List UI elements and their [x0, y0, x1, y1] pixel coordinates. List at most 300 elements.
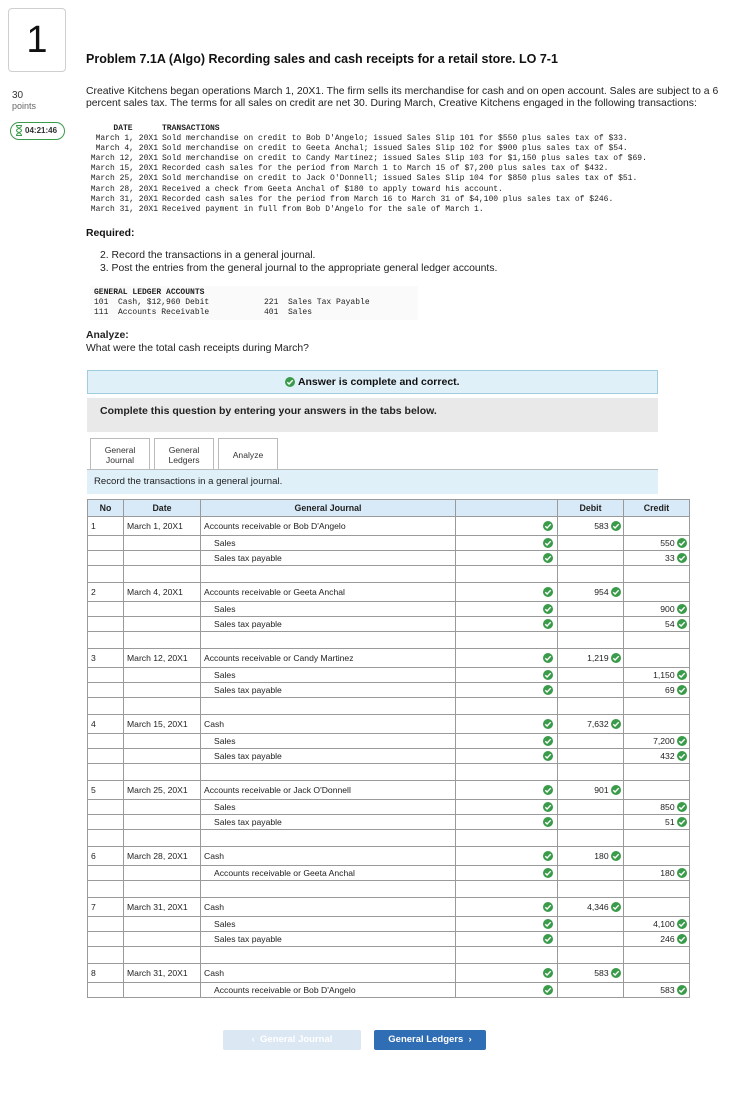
- check-icon: [611, 719, 621, 729]
- journal-account[interactable]: Accounts receivable or Geeta Anchal: [201, 866, 456, 881]
- transaction-date: March 28, 20X1: [90, 184, 158, 194]
- transaction-desc: Sold merchandise on credit to Candy Martinez; issued Sales Slip 103 for $1,150 plus sales tax of $69.: [162, 154, 647, 164]
- debit-cell[interactable]: [558, 866, 624, 881]
- status-cell: [456, 715, 558, 734]
- debit-cell[interactable]: [558, 815, 624, 830]
- journal-account[interactable]: Sales: [201, 536, 456, 551]
- blank-cell[interactable]: [624, 947, 690, 964]
- col-header-journal: General Journal: [201, 500, 456, 517]
- entry-date: March 25, 20X1: [124, 781, 201, 800]
- journal-row: [88, 781, 690, 800]
- entry-number: 1: [88, 517, 124, 536]
- credit-cell[interactable]: [624, 964, 690, 983]
- blank-cell: [124, 632, 201, 649]
- tab-general-journal[interactable]: [90, 438, 150, 471]
- journal-row: [88, 815, 690, 830]
- blank-cell: [88, 698, 124, 715]
- journal-row: [88, 749, 690, 764]
- ledger-account: 401 Sales: [264, 308, 313, 318]
- credit-value: 432: [660, 750, 675, 761]
- journal-account[interactable]: Accounts receivable or Bob D'Angelo: [201, 517, 456, 536]
- status-cell: [456, 734, 558, 749]
- entry-number: [88, 866, 124, 881]
- journal-account[interactable]: Cash: [201, 847, 456, 866]
- tab-label: General: [104, 445, 136, 455]
- status-cell: [456, 866, 558, 881]
- journal-account[interactable]: Sales: [201, 734, 456, 749]
- journal-row: [88, 964, 690, 983]
- journal-blank-row: [88, 881, 690, 898]
- analyze-heading: Analyze:: [86, 330, 129, 341]
- status-cell: [456, 517, 558, 536]
- entry-date: [124, 551, 201, 566]
- journal-account[interactable]: Accounts receivable or Geeta Anchal: [201, 583, 456, 602]
- check-icon: [543, 934, 553, 944]
- journal-account[interactable]: Sales tax payable: [201, 551, 456, 566]
- entry-number: 2: [88, 583, 124, 602]
- blank-cell[interactable]: [558, 566, 624, 583]
- debit-value: 1,219: [587, 652, 609, 663]
- answer-tabs: [90, 438, 282, 470]
- journal-blank-row: [88, 632, 690, 649]
- check-icon: [677, 802, 687, 812]
- check-icon: [543, 719, 553, 729]
- debit-cell[interactable]: [558, 649, 624, 668]
- check-icon: [543, 685, 553, 695]
- transaction-row: [84, 195, 647, 205]
- journal-blank-row: [88, 566, 690, 583]
- entry-date: [124, 536, 201, 551]
- status-cell: [456, 983, 558, 998]
- blank-cell[interactable]: [558, 698, 624, 715]
- transaction-desc: Recorded cash sales for the period from March 1 to March 15 of $7,200 plus sales tax of $432.: [162, 164, 609, 174]
- check-icon: [677, 817, 687, 827]
- blank-cell[interactable]: [624, 764, 690, 781]
- debit-cell[interactable]: [558, 602, 624, 617]
- required-item: 3. Post the entries from the general journal to the appropriate general ledger accounts.: [100, 262, 498, 274]
- problem-title: Problem 7.1A (Algo) Recording sales and cash receipts for a retail store. LO 7-1: [86, 52, 558, 66]
- status-cell: [456, 649, 558, 668]
- tab-label: Journal: [105, 455, 135, 465]
- status-cell: [456, 964, 558, 983]
- col-header-credit: Credit: [624, 500, 690, 517]
- journal-account[interactable]: Sales tax payable: [201, 749, 456, 764]
- check-icon: [543, 785, 553, 795]
- check-icon: [543, 802, 553, 812]
- transaction-desc: Received payment in full from Bob D'Angelo for the sale of March 1.: [162, 204, 484, 214]
- entry-number: [88, 800, 124, 815]
- entry-number: [88, 617, 124, 632]
- credit-value: 550: [660, 537, 675, 548]
- entry-date: [124, 668, 201, 683]
- blank-cell[interactable]: [558, 632, 624, 649]
- entry-date: [124, 917, 201, 932]
- debit-cell[interactable]: [558, 517, 624, 536]
- blank-cell: [456, 632, 558, 649]
- blank-cell: [456, 947, 558, 964]
- entry-number: [88, 536, 124, 551]
- credit-cell[interactable]: [624, 668, 690, 683]
- check-icon: [677, 670, 687, 680]
- journal-row: [88, 683, 690, 698]
- status-cell: [456, 800, 558, 815]
- check-icon: [543, 653, 553, 663]
- debit-value: 4,346: [587, 901, 609, 912]
- journal-account[interactable]: Accounts receivable or Bob D'Angelo: [201, 983, 456, 998]
- credit-cell[interactable]: [624, 683, 690, 698]
- check-icon: [543, 751, 553, 761]
- transaction-row: [84, 164, 647, 174]
- debit-cell[interactable]: [558, 715, 624, 734]
- check-icon: [543, 619, 553, 629]
- check-icon: [611, 968, 621, 978]
- entry-number: [88, 668, 124, 683]
- blank-cell[interactable]: [201, 764, 456, 781]
- problem-intro: Creative Kitchens began operations March 1, 20X1. The firm sells its merchandise for cash and on open account. Sales are subject to a 6 percent sales tax. The terms for all sales on credit are net 30. During March, Creative Kitchens engaged in the following transactions:: [86, 86, 719, 109]
- journal-account[interactable]: Sales tax payable: [201, 683, 456, 698]
- check-icon: [611, 587, 621, 597]
- entry-date: [124, 602, 201, 617]
- timer-badge[interactable]: [10, 122, 65, 140]
- blank-cell: [124, 881, 201, 898]
- debit-cell[interactable]: [558, 983, 624, 998]
- blank-cell[interactable]: [201, 698, 456, 715]
- journal-row: [88, 617, 690, 632]
- entry-date: March 15, 20X1: [124, 715, 201, 734]
- journal-row: [88, 649, 690, 668]
- check-icon: [677, 919, 687, 929]
- entry-date: March 1, 20X1: [124, 517, 201, 536]
- debit-cell[interactable]: [558, 964, 624, 983]
- journal-account[interactable]: Sales: [201, 917, 456, 932]
- check-icon: [543, 868, 553, 878]
- blank-cell[interactable]: [201, 947, 456, 964]
- journal-account[interactable]: Cash: [201, 715, 456, 734]
- credit-cell[interactable]: [624, 932, 690, 947]
- check-icon: [611, 902, 621, 912]
- record-instruction: Record the transactions in a general journal.: [87, 470, 658, 494]
- general-journal-table: [87, 499, 690, 998]
- tab-label: Ledgers: [168, 454, 200, 465]
- transaction-desc: Sold merchandise on credit to Jack O'Donnell; issued Sales Slip 104 for $850 plus sales tax of $51.: [162, 174, 638, 184]
- blank-cell[interactable]: [201, 881, 456, 898]
- credit-cell[interactable]: [624, 649, 690, 668]
- required-heading: Required:: [86, 228, 135, 239]
- credit-cell[interactable]: [624, 617, 690, 632]
- journal-row: [88, 932, 690, 947]
- credit-value: 1,150: [653, 669, 675, 680]
- credit-value: 246: [660, 933, 675, 944]
- blank-cell: [88, 566, 124, 583]
- entry-number: [88, 749, 124, 764]
- debit-cell[interactable]: [558, 847, 624, 866]
- status-cell: [456, 932, 558, 947]
- blank-cell[interactable]: [558, 881, 624, 898]
- check-icon: [543, 902, 553, 912]
- required-list: [100, 250, 497, 275]
- blank-cell[interactable]: [624, 698, 690, 715]
- status-cell: [456, 602, 558, 617]
- credit-cell[interactable]: [624, 983, 690, 998]
- check-icon: [611, 851, 621, 861]
- prev-tab-button[interactable]: ‹ General Journal: [223, 1030, 361, 1050]
- tabs-instruction: Complete this question by entering your answers in the tabs below.: [87, 398, 658, 432]
- debit-cell[interactable]: [558, 536, 624, 551]
- journal-row: [88, 866, 690, 881]
- debit-value: 583: [594, 520, 609, 531]
- credit-value: 7,200: [653, 735, 675, 746]
- entry-date: March 28, 20X1: [124, 847, 201, 866]
- entry-date: [124, 983, 201, 998]
- journal-row: [88, 551, 690, 566]
- status-cell: [456, 583, 558, 602]
- points-value: 30: [12, 90, 24, 101]
- answer-status-banner: [87, 370, 658, 394]
- required-item: 2. Record the transactions in a general journal.: [100, 250, 316, 261]
- check-icon: [543, 851, 553, 861]
- transaction-desc: Sold merchandise on credit to Geeta Anchal; issued Sales Slip 102 for $900 plus sales tax of $54.: [162, 144, 628, 154]
- col-header-date: Date: [124, 500, 201, 517]
- debit-cell[interactable]: [558, 583, 624, 602]
- check-icon: [677, 685, 687, 695]
- entry-date: [124, 866, 201, 881]
- entry-number: 5: [88, 781, 124, 800]
- blank-cell[interactable]: [201, 830, 456, 847]
- tab-analyze[interactable]: [218, 438, 278, 470]
- check-icon: [677, 553, 687, 563]
- journal-row: [88, 734, 690, 749]
- check-icon: [611, 653, 621, 663]
- transaction-row: [84, 144, 647, 154]
- entry-number: 4: [88, 715, 124, 734]
- debit-cell[interactable]: [558, 734, 624, 749]
- entry-number: [88, 734, 124, 749]
- blank-cell[interactable]: [624, 632, 690, 649]
- blank-cell: [124, 764, 201, 781]
- blank-cell[interactable]: [558, 947, 624, 964]
- debit-cell[interactable]: [558, 617, 624, 632]
- transaction-row: [84, 205, 647, 215]
- entry-date: [124, 617, 201, 632]
- credit-cell[interactable]: [624, 866, 690, 881]
- check-icon: [543, 538, 553, 548]
- blank-cell: [88, 764, 124, 781]
- transaction-date: March 15, 20X1: [90, 164, 158, 174]
- credit-cell[interactable]: [624, 734, 690, 749]
- credit-cell[interactable]: [624, 781, 690, 800]
- transaction-desc: Recorded cash sales for the period from March 16 to March 31 of $4,100 plus sales tax of $246.: [162, 194, 614, 204]
- blank-cell: [124, 947, 201, 964]
- credit-cell[interactable]: [624, 602, 690, 617]
- entry-date: March 12, 20X1: [124, 649, 201, 668]
- blank-cell[interactable]: [201, 632, 456, 649]
- debit-cell[interactable]: [558, 917, 624, 932]
- journal-account[interactable]: Sales: [201, 602, 456, 617]
- check-icon: [543, 670, 553, 680]
- journal-row: [88, 517, 690, 536]
- blank-cell[interactable]: [624, 881, 690, 898]
- entry-number: [88, 917, 124, 932]
- entry-date: [124, 815, 201, 830]
- debit-cell[interactable]: [558, 749, 624, 764]
- check-icon: [677, 604, 687, 614]
- status-cell: [456, 917, 558, 932]
- entry-number: 6: [88, 847, 124, 866]
- entry-date: March 31, 20X1: [124, 964, 201, 983]
- journal-row: [88, 917, 690, 932]
- credit-cell[interactable]: [624, 517, 690, 536]
- credit-cell[interactable]: [624, 583, 690, 602]
- transaction-date: March 31, 20X1: [90, 194, 158, 204]
- blank-cell: [88, 632, 124, 649]
- tab-label: General: [168, 444, 200, 455]
- journal-account[interactable]: Sales tax payable: [201, 617, 456, 632]
- entry-number: [88, 983, 124, 998]
- debit-cell[interactable]: [558, 932, 624, 947]
- check-icon: [543, 521, 553, 531]
- check-icon: [543, 553, 553, 563]
- journal-row: [88, 583, 690, 602]
- entry-number: [88, 683, 124, 698]
- status-cell: [456, 781, 558, 800]
- debit-cell[interactable]: [558, 800, 624, 815]
- journal-row: [88, 715, 690, 734]
- credit-cell[interactable]: [624, 715, 690, 734]
- blank-cell[interactable]: [558, 830, 624, 847]
- status-cell: [456, 683, 558, 698]
- journal-account[interactable]: Sales tax payable: [201, 815, 456, 830]
- blank-cell: [124, 566, 201, 583]
- credit-value: 900: [660, 603, 675, 614]
- timer-text: 04:21:46: [25, 126, 58, 135]
- entry-date: [124, 749, 201, 764]
- ledger-account: 221 Sales Tax Payable: [264, 298, 370, 308]
- transaction-row: [84, 174, 647, 184]
- debit-cell[interactable]: [558, 683, 624, 698]
- tab-general-ledgers[interactable]: [154, 438, 214, 470]
- credit-value: 51: [665, 816, 675, 827]
- blank-cell[interactable]: [201, 566, 456, 583]
- journal-row: [88, 847, 690, 866]
- blank-cell[interactable]: [558, 764, 624, 781]
- status-cell: [456, 815, 558, 830]
- journal-blank-row: [88, 947, 690, 964]
- blank-cell[interactable]: [624, 830, 690, 847]
- transactions-desc-header: TRANSACTIONS: [162, 124, 220, 133]
- debit-value: 583: [594, 967, 609, 978]
- next-button-label: General Ledgers: [388, 1034, 464, 1045]
- entry-number: [88, 602, 124, 617]
- journal-blank-row: [88, 698, 690, 715]
- banner-text: Answer is complete and correct.: [297, 376, 460, 388]
- credit-cell[interactable]: [624, 898, 690, 917]
- credit-cell[interactable]: [624, 917, 690, 932]
- check-icon: [543, 604, 553, 614]
- journal-row: [88, 898, 690, 917]
- ledger-accounts-heading: GENERAL LEDGER ACCOUNTS: [94, 288, 205, 297]
- journal-row: [88, 983, 690, 998]
- col-header-no: No: [88, 500, 124, 517]
- status-cell: [456, 536, 558, 551]
- transaction-date: March 1, 20X1: [95, 134, 158, 144]
- debit-value: 7,632: [587, 718, 609, 729]
- credit-cell[interactable]: [624, 847, 690, 866]
- credit-value: 54: [665, 618, 675, 629]
- transaction-date: March 12, 20X1: [90, 154, 158, 164]
- journal-blank-row: [88, 764, 690, 781]
- check-icon: [677, 868, 687, 878]
- debit-value: 180: [594, 850, 609, 861]
- journal-account[interactable]: Sales: [201, 668, 456, 683]
- entry-date: [124, 800, 201, 815]
- status-cell: [456, 551, 558, 566]
- credit-cell[interactable]: [624, 749, 690, 764]
- analyze-question: What were the total cash receipts during March?: [86, 343, 309, 354]
- points-label: points: [12, 101, 37, 111]
- status-cell: [456, 749, 558, 764]
- debit-cell[interactable]: [558, 781, 624, 800]
- transaction-date: March 31, 20X1: [90, 204, 158, 214]
- credit-value: 583: [660, 984, 675, 995]
- journal-row: [88, 536, 690, 551]
- blank-cell[interactable]: [624, 566, 690, 583]
- debit-cell[interactable]: [558, 898, 624, 917]
- transaction-desc: Sold merchandise on credit to Bob D'Angelo; issued Sales Slip 101 for $550 plus sales tax of $33.: [162, 134, 628, 144]
- debit-value: 954: [594, 586, 609, 597]
- journal-account[interactable]: Cash: [201, 898, 456, 917]
- check-icon: [677, 619, 687, 629]
- entry-number: [88, 932, 124, 947]
- credit-value: 33: [665, 552, 675, 563]
- ledger-account: 101 Cash, $12,960 Debit: [94, 298, 210, 308]
- journal-account[interactable]: Sales: [201, 800, 456, 815]
- debit-cell[interactable]: [558, 551, 624, 566]
- entry-number: 7: [88, 898, 124, 917]
- check-icon: [543, 587, 553, 597]
- transaction-desc: Received a check from Geeta Anchal of $180 to apply toward his account.: [162, 184, 503, 194]
- credit-cell[interactable]: [624, 536, 690, 551]
- entry-date: [124, 932, 201, 947]
- transaction-row: [84, 185, 647, 195]
- blank-cell: [88, 830, 124, 847]
- prev-button-label: General Journal: [260, 1034, 333, 1045]
- credit-cell[interactable]: [624, 815, 690, 830]
- credit-cell[interactable]: [624, 551, 690, 566]
- journal-account[interactable]: Cash: [201, 964, 456, 983]
- blank-cell: [456, 764, 558, 781]
- next-tab-button[interactable]: General Ledgers ›: [374, 1030, 486, 1050]
- check-icon: [677, 985, 687, 995]
- journal-account[interactable]: Sales tax payable: [201, 932, 456, 947]
- journal-row: [88, 668, 690, 683]
- blank-cell: [88, 947, 124, 964]
- debit-cell[interactable]: [558, 668, 624, 683]
- transaction-row: [84, 154, 647, 164]
- check-icon: [611, 521, 621, 531]
- credit-cell[interactable]: [624, 800, 690, 815]
- journal-account[interactable]: Accounts receivable or Candy Martinez: [201, 649, 456, 668]
- entry-date: March 31, 20X1: [124, 898, 201, 917]
- status-cell: [456, 668, 558, 683]
- check-icon: [677, 538, 687, 548]
- blank-cell: [124, 830, 201, 847]
- check-icon: [543, 919, 553, 929]
- status-cell: [456, 847, 558, 866]
- journal-account[interactable]: Accounts receivable or Jack O'Donnell: [201, 781, 456, 800]
- check-icon: [677, 751, 687, 761]
- status-cell: [456, 898, 558, 917]
- credit-value: 850: [660, 801, 675, 812]
